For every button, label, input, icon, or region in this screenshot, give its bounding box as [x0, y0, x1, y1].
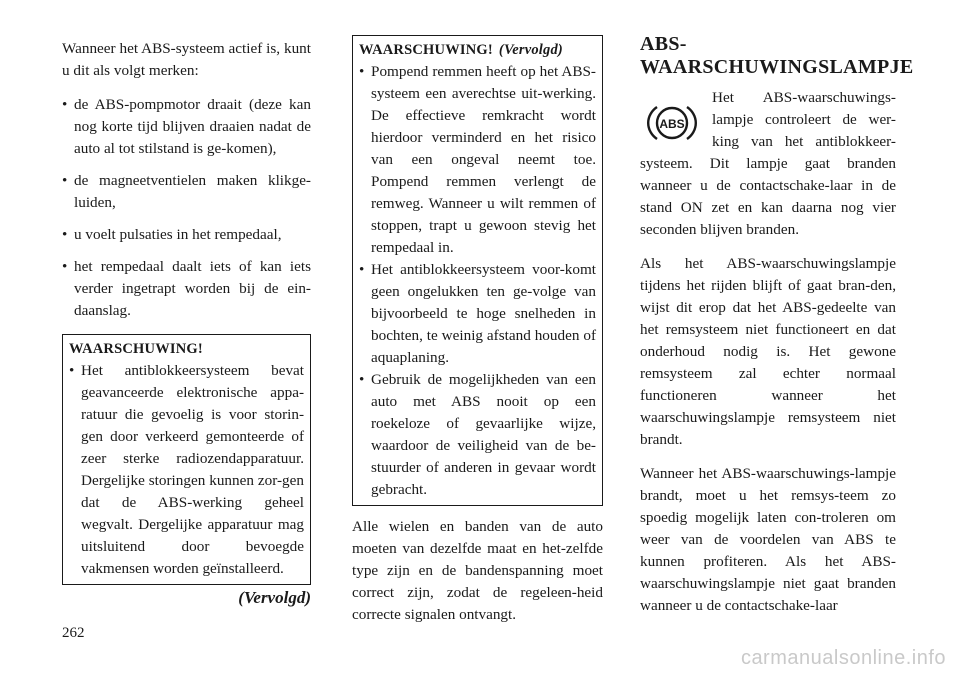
warning-title [359, 39, 596, 61]
list-item: • het rempedaal daalt iets of kan iets verder ingetrapt worden bij de ein-daanslag. [62, 256, 311, 322]
lamp-description-text: Het ABS-waarschuwings-lampje controleert de wer-king van het antiblokkeer-systeem. Dit lampje gaat branden wanneer u de contactschake-laar in de stand ON zet en kan daarna nog vier seconden blijven branden. [640, 89, 896, 238]
column-left [62, 38, 311, 609]
lamp-on-while-driving-paragraph: Als het ABS-waarschuwingslampje tijdens het rijden blijft of gaat bran-den, wijst dit erop dat het ABS-gedeelte van het remsysteem niet functioneert en dat onderhoud nodig is. Het gewone remsysteem zal echter normaal functioneren wanneer het waarschuwingslampje remsysteem niet brandt. [640, 255, 896, 448]
column-middle [352, 35, 603, 626]
lamp-description-paragraph [640, 87, 896, 241]
list-item: • Het antiblokkeersysteem voor-komt geen ongelukken ten ge-volge van bijvoorbeeld te hoge snelheden in bochten, te weinig afstand houden of aquaplaning. [359, 259, 596, 369]
abs-symptoms-list [62, 94, 311, 322]
section-heading: ABS-WAARSCHUWINGSLAMPJE [640, 33, 914, 78]
continued-label: (Vervolgd) [238, 588, 311, 607]
column-right [640, 33, 914, 629]
intro-paragraph: Wanneer het ABS-systeem actief is, kunt u dit als volgt merken: [62, 40, 311, 79]
list-item: • Het antiblokkeersysteem bevat geavanceerde elektronische appa-ratuur die gevoelig is voor storin-gen door verkeerd gemonteerde of zeer sterke radiozendapparatuur. Dergelijke storingen kunnen zor-gen dat de ABS-werking geheel wegvalt. Dergelijke apparatuur mag uitsluitend door bevoegde vakmensen worden geïnstalleerd. [69, 360, 304, 580]
warning-box-continued [352, 35, 603, 506]
warning-list [69, 360, 304, 580]
page-number: 262 [62, 625, 85, 641]
watermark: carmanualsonline.info [740, 647, 946, 669]
list-item: • u voelt pulsaties in het rempedaal, [62, 224, 311, 246]
list-item: • Gebruik de mogelijkheden van een auto met ABS nooit op een roekeloze of gevaarlijke wijze, waardoor de veiligheid van de be-stuurder of anderen in gevaar wordt gebracht. [359, 369, 596, 501]
lamp-check-paragraph: Wanneer het ABS-waarschuwings-lampje brandt, moet u het remsys-teem zo spoedig mogelijk laten con-troleren om weer van de voordelen van ABS te kunnen profiteren. Als het ABS-waarschuwingslampje niet gaat branden wanneer u de contactschake-laar [640, 465, 896, 614]
list-item: • Pompend remmen heeft op het ABS-systeem een averechtse uit-werking. De effectieve remkracht wordt hierdoor verminderd en het risico van een ongeval neemt toe. Pompend remmen verlengt de remweg. Wanneer u wilt remmen of stoppen, trapt u gewoon stevig het rempedaal in. [359, 61, 596, 259]
warning-continued-label: (Vervolgd) [498, 42, 563, 58]
tires-paragraph: Alle wielen en banden van de auto moeten van dezelfde maat en het-zelfde type zijn en de bandenspanning moet correct zijn, zodat de regeleen-heid correcte signalen ontvangt. [352, 518, 603, 623]
abs-icon-label: ABS [659, 117, 685, 131]
warning-list [359, 61, 596, 501]
warning-box [62, 334, 311, 585]
warning-title-text: WAARSCHUWING! [359, 42, 493, 58]
abs-warning-lamp-icon [646, 101, 698, 145]
warning-title: WAARSCHUWING! [69, 341, 203, 357]
list-item: • de magneetventielen maken klikge-luiden, [62, 170, 311, 214]
list-item: • de ABS-pompmotor draait (deze kan nog korte tijd blijven draaien nadat de auto al tot stilstand is ge-komen), [62, 94, 311, 160]
